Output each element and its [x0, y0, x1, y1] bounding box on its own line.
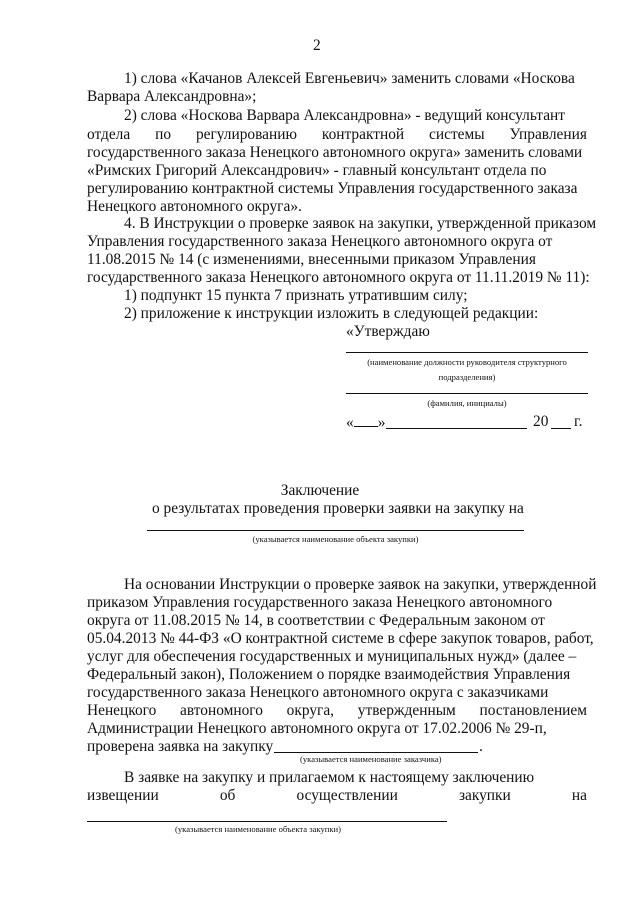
text-line-end: .	[479, 738, 483, 755]
customer-underline	[274, 752, 478, 753]
text-line: Варвара Александровна»;	[87, 88, 257, 105]
year-suffix: г.	[574, 413, 583, 430]
word: постановлением	[479, 702, 587, 719]
word: по	[155, 126, 172, 143]
day-blank	[354, 413, 378, 427]
text-line: округа от 11.08.2015 № 14, в соответствии с Федеральным законом от	[87, 612, 545, 629]
page-number: 2	[313, 37, 321, 54]
text-line: 05.04.2013 № 44-ФЗ «О контрактной системе в сфере закупок товаров, работ,	[87, 630, 594, 647]
text-line: 4. В Инструкции о проверке заявок на закупки, утвержденной приказом	[124, 215, 597, 232]
text-line: проверена заявка на закупку	[87, 738, 274, 755]
text-line: 1) подпункт 15 пункта 7 признать утратившим силу;	[124, 287, 468, 304]
word: закупки	[458, 787, 511, 804]
text-line: государственного заказа Ненецкого автономного округа» заменить словами	[87, 144, 583, 161]
word: отдела	[87, 126, 131, 143]
text-line: регулированию контрактной системы Управления государственного заказа	[87, 180, 578, 197]
position-underline	[346, 352, 588, 353]
word: Ненецкого	[87, 702, 157, 719]
year-blank	[551, 428, 571, 429]
text-line: «Римских Григорий Александрович» - главный консультант отдела по	[87, 162, 547, 179]
text-line: государственного заказа Ненецкого автономного округа с заказчиками	[87, 684, 549, 701]
word: на	[571, 787, 587, 804]
name-underline	[346, 393, 588, 394]
text-line: 1) слова «Качанов Алексей Евгеньевич» заменить словами «Носкова	[124, 70, 575, 87]
position-caption: (наименование должности руководителя структурного	[367, 357, 567, 367]
text-line: приказом Управления государственного заказа Ненецкого автономного	[87, 594, 553, 611]
text-line: Администрации Ненецкого автономного округа от 17.02.2006 № 29-п,	[87, 720, 547, 737]
text-line: государственного заказа Ненецкого автономного округа от 11.11.2019 № 11):	[87, 269, 590, 286]
word: об	[219, 787, 236, 804]
word: автономного	[180, 702, 263, 719]
customer-caption: (указывается наименование заказчика)	[300, 754, 442, 764]
text-line: На основании Инструкции о проверке заявок на закупки, утвержденной	[124, 576, 597, 593]
word: регулированию	[195, 126, 297, 143]
conclusion-heading: Заключение	[280, 482, 360, 499]
position-caption: подразделения)	[438, 372, 496, 382]
object-underline	[147, 530, 524, 531]
word: утвержденным	[357, 702, 456, 719]
word: контрактной	[321, 126, 405, 143]
object-caption: (указывается наименование объекта закупки)	[252, 534, 419, 544]
approval-title: «Утверждаю	[346, 323, 430, 340]
month-blank	[386, 428, 527, 429]
text-line: Федеральный закон), Положением о порядке взаимодействия Управления	[87, 666, 571, 683]
name-caption: (фамилия, инициалы)	[427, 398, 507, 408]
conclusion-subheading: о результатах проведения проверки заявки на закупку на	[152, 500, 524, 517]
text-line: услуг для обеспечения государственных и муниципальных нужд» (далее –	[87, 648, 577, 665]
text-line: 11.08.2015 № 14 (с изменениями, внесенными приказом Управления	[87, 251, 536, 268]
text-line: 2) слова «Носкова Варвара Александровна» - ведущий консультант	[124, 107, 566, 124]
text-line: 2) приложение к инструкции изложить в следующей редакции:	[124, 305, 539, 322]
text-line-justified	[87, 787, 587, 805]
text-line: Ненецкого автономного округа».	[87, 198, 302, 215]
word: округа,	[286, 702, 335, 719]
object-caption-2: (указывается наименование объекта закупки)	[175, 824, 342, 834]
text-line: Управления государственного заказа Ненецкого автономного округа от	[87, 233, 553, 250]
word: извещении	[87, 787, 159, 804]
text-line-justified	[87, 126, 587, 144]
object-underline-2	[87, 821, 447, 822]
word: системы	[429, 126, 485, 143]
text-line-justified	[87, 702, 587, 720]
text-line: В заявке на закупку и прилагаемом к настоящему заключению	[124, 769, 535, 786]
word: Управления	[509, 126, 587, 143]
date-close-quote: »	[377, 414, 386, 431]
word: осуществлении	[296, 787, 398, 804]
year-prefix: 20	[533, 413, 549, 430]
date-open-quote: «	[346, 414, 354, 431]
date-line	[346, 413, 385, 432]
